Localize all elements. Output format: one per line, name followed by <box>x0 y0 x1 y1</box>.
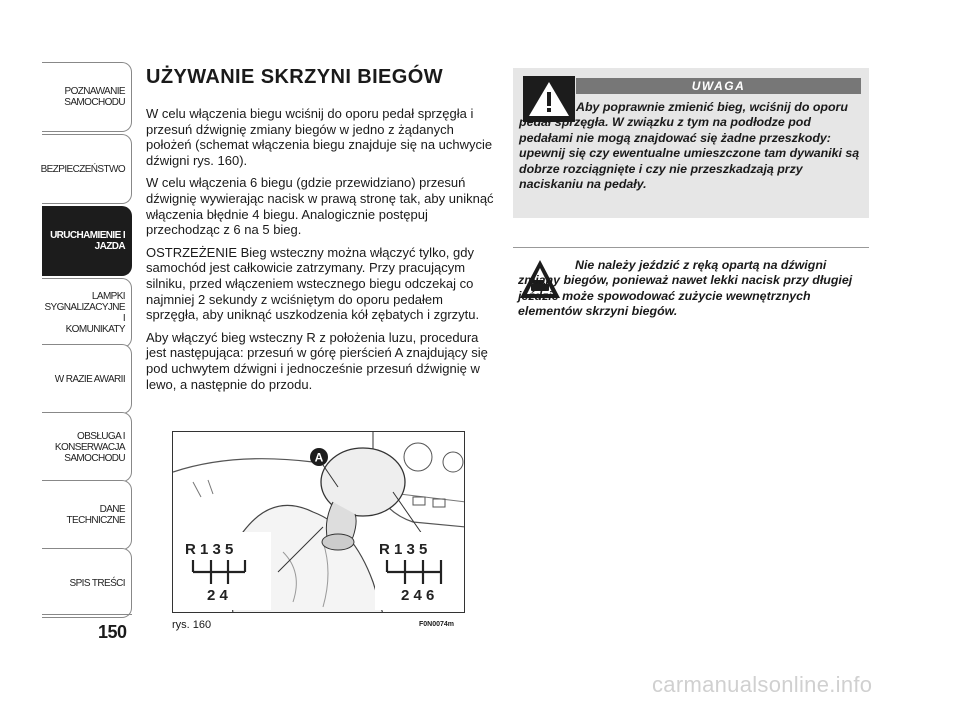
tab-lampki-sygnalizacyjne[interactable] <box>42 278 132 348</box>
paragraph: OSTRZEŻENIE Bieg wsteczny można włączyć tylko, gdy samochód jest całkowicie zatrzymany. Przy pracującym silniku, przed włączeniem wstecznego biegu odczekaj co najmniej 2 sekundy z wciśniętym do oporu pedałem sprzęgła, aby uniknąć uszkodzenia kół zębatych i zgrzytu. <box>146 244 480 323</box>
gear-lever-figure <box>172 431 465 613</box>
tab-w-razie-awarii[interactable] <box>42 344 132 414</box>
section-title: UŻYWANIE SKRZYNI BIEGÓW <box>146 66 443 88</box>
warning-header: UWAGA <box>576 78 861 94</box>
tab-label: W RAZIE AWARII <box>54 373 125 385</box>
watermark-text: carmanualsonline.info <box>652 672 873 697</box>
tab-label: URUCHAMIENIE I JAZDA <box>50 230 125 252</box>
tab-label: OBSŁUGA I KONSERWACJA SAMOCHODU <box>54 430 125 464</box>
paragraph: Aby włączyć bieg wsteczny R z położenia luzu, procedura jest następująca: przesuń w górę pierścień A znajdujący się pod uchwytem dźwigni i jednocześnie przesuń dźwignię w lewo, a następnie do przodu. <box>146 329 488 392</box>
paragraph: W celu włączenia biegu wciśnij do oporu pedał sprzęgła i przesuń dźwignię zmiany biegów w jedno z żądanych położeń (schemat włączenia biegu znajduje się na uchwycie dźwigni rys. 160). <box>146 106 493 168</box>
paragraph: W celu włączenia 6 biegu (gdzie przewidziano) przesuń dźwignię wywierając nacisk w prawą stronę tak, aby uniknąć włączenia błędnie 4 biegu. Analogicznie postępuj przechodząc z 6 na 5 bieg. <box>146 175 494 238</box>
figure-caption: rys. 160 <box>172 619 212 631</box>
tab-label: DANE TECHNICZNE <box>66 504 125 526</box>
shift-pattern-left-bottom: 2 4 <box>207 587 228 604</box>
shift-pattern-right-bottom: 2 4 6 <box>401 587 435 604</box>
tab-spis-tresci[interactable] <box>42 548 132 618</box>
tab-label: SPIS TREŚCI <box>69 577 125 589</box>
figure-code: F0N0074m <box>419 621 455 628</box>
tab-bezpieczenstwo[interactable] <box>42 134 132 204</box>
gear-lever-illustration <box>173 432 465 613</box>
tab-uruchamienie-i-jazda[interactable] <box>42 206 132 276</box>
tab-label: BEZPIECZEŃSTWO <box>40 163 125 175</box>
caution-text: Nie należy jeździć z ręką opartą na dźwigni zmiany biegów, ponieważ nawet lekki nacisk przy długiej jeździe może spowodować zużycie wewnętrznych elementów skrzyni biegów. <box>518 258 853 319</box>
nav-divider <box>42 614 132 615</box>
page-number: 150 <box>98 622 127 642</box>
tab-dane-techniczne[interactable] <box>42 480 132 550</box>
warning-text: Aby poprawnie zmienić bieg, wciśnij do oporu pedał sprzęgła. W związku z tym na podłodze pod pedałami nie mogą znajdować się żadne przeszkody: upewnij się czy ewentualne umieszczone tam dywaniki są dobrze rozciągnięte i czy nie przeszkadzają przy naciskaniu na pedały. <box>519 100 860 192</box>
shift-pattern-right-top: R 1 3 5 <box>379 541 428 558</box>
tab-obsluga-i-konserwacja[interactable] <box>42 412 132 482</box>
tab-label: LAMPKI SYGNALIZACYJNE I KOMUNIKATY <box>44 291 125 335</box>
body-text <box>146 106 498 399</box>
tab-poznawanie-samochodu[interactable] <box>42 62 132 132</box>
tab-label: POZNAWANIE SAMOCHODU <box>64 86 125 108</box>
warning-box <box>513 68 869 218</box>
marker-a-label: A <box>314 450 324 465</box>
shift-pattern-left-top: R 1 3 5 <box>185 541 234 558</box>
section-divider <box>513 247 869 248</box>
